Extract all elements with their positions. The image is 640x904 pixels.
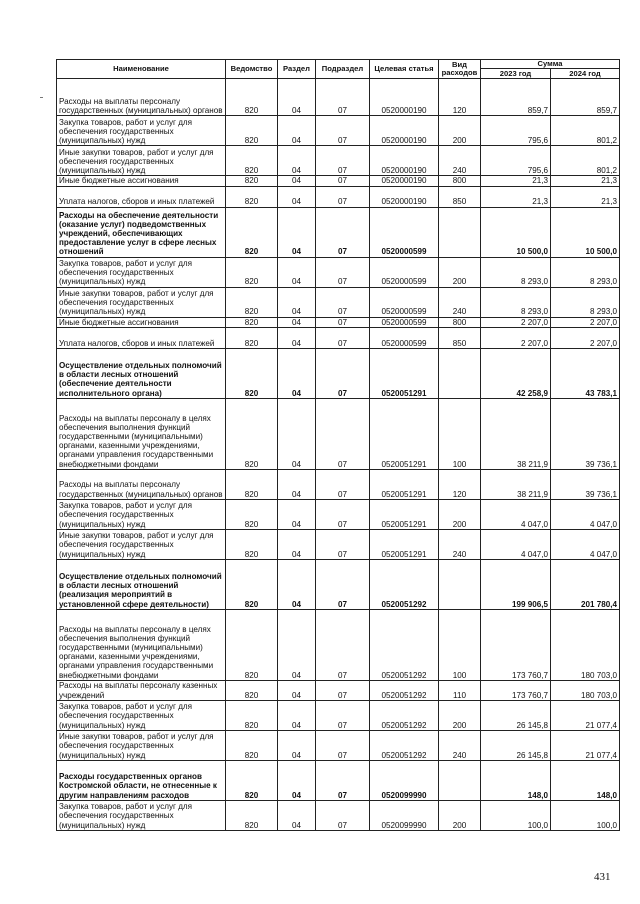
row-vedomstvo: 820 (226, 287, 278, 317)
row-vid: 240 (439, 287, 481, 317)
table-row (57, 469, 620, 499)
row-vid: 200 (439, 800, 481, 830)
row-razdel: 04 (278, 609, 316, 680)
row-vid: 240 (439, 730, 481, 760)
row-sum-2023: 173 760,7 (481, 680, 551, 700)
table-row (57, 116, 620, 146)
margin-mark (40, 97, 43, 98)
row-podrazdel: 07 (316, 680, 370, 700)
row-target: 0520051292 (370, 609, 439, 680)
header-name: Наименование (57, 60, 226, 79)
row-name: Осуществление отдельных полномочий в области лесных отношений (реализация мероприятий в установленной сфере деятельности) (57, 559, 226, 609)
row-name: Иные бюджетные ассигнования (57, 176, 226, 186)
row-podrazdel: 07 (316, 327, 370, 348)
row-vedomstvo: 820 (226, 257, 278, 287)
row-podrazdel: 07 (316, 398, 370, 469)
row-sum-2024: 201 780,4 (551, 559, 620, 609)
row-razdel: 04 (278, 398, 316, 469)
row-sum-2024: 4 047,0 (551, 499, 620, 529)
row-vedomstvo: 820 (226, 800, 278, 830)
table-body (57, 79, 620, 830)
row-vedomstvo: 820 (226, 146, 278, 176)
row-name: Расходы на выплаты персоналу государственных (муниципальных) органов (57, 469, 226, 499)
row-target: 0520000599 (370, 257, 439, 287)
row-razdel: 04 (278, 257, 316, 287)
row-podrazdel: 07 (316, 176, 370, 186)
row-podrazdel: 07 (316, 79, 370, 116)
row-sum-2024: 801,2 (551, 116, 620, 146)
row-sum-2023: 10 500,0 (481, 207, 551, 257)
row-name: Расходы на выплаты персоналу государственных (муниципальных) органов (57, 79, 226, 116)
row-name: Закупка товаров, работ и услуг для обеспечения государственных (муниципальных) нужд (57, 700, 226, 730)
row-sum-2024: 21,3 (551, 186, 620, 207)
row-name: Расходы на обеспечение деятельности (оказание услуг) подведомственных учреждений, обеспечивающих предоставление услуг в сфере лесных отношений (57, 207, 226, 257)
row-vedomstvo: 820 (226, 760, 278, 800)
row-name: Иные закупки товаров, работ и услуг для обеспечения государственных (муниципальных) нужд (57, 146, 226, 176)
header-vid: Вид расходов (439, 60, 481, 79)
row-sum-2024: 21,3 (551, 176, 620, 186)
table-row (57, 730, 620, 760)
row-sum-2023: 859,7 (481, 79, 551, 116)
row-razdel: 04 (278, 680, 316, 700)
row-sum-2024: 180 703,0 (551, 609, 620, 680)
header-vedomstvo: Ведомство (226, 60, 278, 79)
row-vid: 110 (439, 680, 481, 700)
row-podrazdel: 07 (316, 116, 370, 146)
row-sum-2023: 173 760,7 (481, 609, 551, 680)
row-razdel: 04 (278, 559, 316, 609)
row-vedomstvo: 820 (226, 186, 278, 207)
row-sum-2024: 10 500,0 (551, 207, 620, 257)
row-vedomstvo: 820 (226, 116, 278, 146)
row-razdel: 04 (278, 79, 316, 116)
row-vid: 200 (439, 499, 481, 529)
row-sum-2024: 4 047,0 (551, 529, 620, 559)
row-name: Иные закупки товаров, работ и услуг для обеспечения государственных (муниципальных) нужд (57, 529, 226, 559)
row-razdel: 04 (278, 800, 316, 830)
row-target: 0520000599 (370, 287, 439, 317)
row-sum-2023: 795,6 (481, 146, 551, 176)
row-podrazdel: 07 (316, 348, 370, 398)
row-razdel: 04 (278, 327, 316, 348)
row-name: Расходы на выплаты персоналу в целях обеспечения выполнения функций государственными (муниципальными) органами, казенными учреждениями, органами управления государственными внебюджетными фондами (57, 609, 226, 680)
row-target: 0520051291 (370, 469, 439, 499)
row-sum-2023: 8 293,0 (481, 287, 551, 317)
row-podrazdel: 07 (316, 186, 370, 207)
row-vid: 850 (439, 327, 481, 348)
table-row (57, 317, 620, 327)
table-row (57, 327, 620, 348)
row-vid: 850 (439, 186, 481, 207)
table-row (57, 79, 620, 116)
row-sum-2023: 21,3 (481, 176, 551, 186)
row-podrazdel: 07 (316, 760, 370, 800)
row-target: 0520000599 (370, 327, 439, 348)
row-name: Закупка товаров, работ и услуг для обеспечения государственных (муниципальных) нужд (57, 800, 226, 830)
row-name: Закупка товаров, работ и услуг для обеспечения государственных (муниципальных) нужд (57, 257, 226, 287)
row-razdel: 04 (278, 287, 316, 317)
row-sum-2024: 8 293,0 (551, 287, 620, 317)
row-target: 0520051291 (370, 398, 439, 469)
row-vid (439, 559, 481, 609)
row-name: Осуществление отдельных полномочий в области лесных отношений (обеспечение деятельности исполнительного органа) (57, 348, 226, 398)
table-row (57, 800, 620, 830)
row-vid: 120 (439, 79, 481, 116)
row-podrazdel: 07 (316, 609, 370, 680)
row-vedomstvo: 820 (226, 529, 278, 559)
row-razdel: 04 (278, 317, 316, 327)
row-target: 0520051291 (370, 499, 439, 529)
row-vedomstvo: 820 (226, 730, 278, 760)
table-row (57, 287, 620, 317)
table-row (57, 207, 620, 257)
table-row (57, 146, 620, 176)
row-vedomstvo: 820 (226, 499, 278, 529)
row-vedomstvo: 820 (226, 317, 278, 327)
row-sum-2024: 39 736,1 (551, 469, 620, 499)
row-podrazdel: 07 (316, 559, 370, 609)
row-name: Уплата налогов, сборов и иных платежей (57, 327, 226, 348)
row-sum-2023: 26 145,8 (481, 730, 551, 760)
row-target: 0520000599 (370, 207, 439, 257)
row-sum-2023: 100,0 (481, 800, 551, 830)
row-razdel: 04 (278, 146, 316, 176)
row-name: Иные закупки товаров, работ и услуг для обеспечения государственных (муниципальных) нужд (57, 287, 226, 317)
row-podrazdel: 07 (316, 287, 370, 317)
row-razdel: 04 (278, 207, 316, 257)
row-sum-2023: 4 047,0 (481, 529, 551, 559)
row-podrazdel: 07 (316, 207, 370, 257)
page-number: 431 (594, 871, 611, 883)
table-row (57, 348, 620, 398)
row-sum-2024: 180 703,0 (551, 680, 620, 700)
row-target: 0520099990 (370, 760, 439, 800)
header-razdel: Раздел (278, 60, 316, 79)
row-vedomstvo: 820 (226, 79, 278, 116)
table-row (57, 700, 620, 730)
row-razdel: 04 (278, 529, 316, 559)
table-row (57, 559, 620, 609)
table-row (57, 398, 620, 469)
row-vid (439, 207, 481, 257)
row-razdel: 04 (278, 348, 316, 398)
row-vid: 200 (439, 700, 481, 730)
row-podrazdel: 07 (316, 499, 370, 529)
row-vedomstvo: 820 (226, 398, 278, 469)
row-sum-2024: 39 736,1 (551, 398, 620, 469)
row-target: 0520051292 (370, 680, 439, 700)
row-name: Расходы на выплаты персоналу казенных учреждений (57, 680, 226, 700)
row-vedomstvo: 820 (226, 559, 278, 609)
row-vedomstvo: 820 (226, 327, 278, 348)
header-podrazdel: Подраздел (316, 60, 370, 79)
row-name: Иные бюджетные ассигнования (57, 317, 226, 327)
row-name: Закупка товаров, работ и услуг для обеспечения государственных (муниципальных) нужд (57, 116, 226, 146)
table-row (57, 176, 620, 186)
row-name: Уплата налогов, сборов и иных платежей (57, 186, 226, 207)
row-razdel: 04 (278, 116, 316, 146)
row-razdel: 04 (278, 730, 316, 760)
row-sum-2023: 38 211,9 (481, 398, 551, 469)
row-sum-2024: 43 783,1 (551, 348, 620, 398)
row-vid: 200 (439, 257, 481, 287)
row-sum-2023: 8 293,0 (481, 257, 551, 287)
row-target: 0520000190 (370, 186, 439, 207)
row-vedomstvo: 820 (226, 700, 278, 730)
row-podrazdel: 07 (316, 317, 370, 327)
row-podrazdel: 07 (316, 529, 370, 559)
table-row (57, 499, 620, 529)
header-2024: 2024 год (551, 69, 620, 79)
row-vedomstvo: 820 (226, 680, 278, 700)
row-target: 0520000190 (370, 146, 439, 176)
row-razdel: 04 (278, 186, 316, 207)
table-row (57, 529, 620, 559)
row-sum-2023: 2 207,0 (481, 327, 551, 348)
row-sum-2023: 795,6 (481, 116, 551, 146)
row-vedomstvo: 820 (226, 469, 278, 499)
row-sum-2024: 859,7 (551, 79, 620, 116)
row-sum-2024: 21 077,4 (551, 700, 620, 730)
table-row (57, 257, 620, 287)
header-target: Целевая статья (370, 60, 439, 79)
row-podrazdel: 07 (316, 257, 370, 287)
row-podrazdel: 07 (316, 800, 370, 830)
row-target: 0520051292 (370, 559, 439, 609)
row-sum-2023: 26 145,8 (481, 700, 551, 730)
row-vid (439, 760, 481, 800)
row-sum-2023: 4 047,0 (481, 499, 551, 529)
row-target: 0520051291 (370, 529, 439, 559)
table-row (57, 760, 620, 800)
row-target: 0520051291 (370, 348, 439, 398)
table-row (57, 186, 620, 207)
row-vedomstvo: 820 (226, 348, 278, 398)
row-vid: 800 (439, 317, 481, 327)
row-vid: 100 (439, 398, 481, 469)
row-sum-2023: 199 906,5 (481, 559, 551, 609)
row-target: 0520099990 (370, 800, 439, 830)
row-razdel: 04 (278, 176, 316, 186)
row-sum-2024: 2 207,0 (551, 327, 620, 348)
row-vedomstvo: 820 (226, 207, 278, 257)
table-row (57, 680, 620, 700)
row-razdel: 04 (278, 760, 316, 800)
header-summa: Сумма (481, 60, 620, 69)
row-sum-2023: 21,3 (481, 186, 551, 207)
row-name: Иные закупки товаров, работ и услуг для обеспечения государственных (муниципальных) нужд (57, 730, 226, 760)
row-name: Расходы государственных органов Костромской области, не отнесенные к другим направлениям расходов (57, 760, 226, 800)
row-razdel: 04 (278, 469, 316, 499)
row-razdel: 04 (278, 700, 316, 730)
row-sum-2023: 42 258,9 (481, 348, 551, 398)
header-2023: 2023 год (481, 69, 551, 79)
row-sum-2023: 38 211,9 (481, 469, 551, 499)
row-target: 0520000190 (370, 79, 439, 116)
row-sum-2023: 2 207,0 (481, 317, 551, 327)
row-vedomstvo: 820 (226, 176, 278, 186)
row-podrazdel: 07 (316, 730, 370, 760)
row-vid: 240 (439, 146, 481, 176)
row-sum-2023: 148,0 (481, 760, 551, 800)
row-sum-2024: 148,0 (551, 760, 620, 800)
row-target: 0520000190 (370, 176, 439, 186)
row-sum-2024: 100,0 (551, 800, 620, 830)
row-vid: 240 (439, 529, 481, 559)
row-razdel: 04 (278, 499, 316, 529)
row-target: 0520051292 (370, 700, 439, 730)
row-vid (439, 348, 481, 398)
row-target: 0520000190 (370, 116, 439, 146)
row-vid: 120 (439, 469, 481, 499)
row-vid: 800 (439, 176, 481, 186)
table-row (57, 609, 620, 680)
row-sum-2024: 801,2 (551, 146, 620, 176)
row-sum-2024: 8 293,0 (551, 257, 620, 287)
row-podrazdel: 07 (316, 700, 370, 730)
row-sum-2024: 2 207,0 (551, 317, 620, 327)
row-target: 0520051292 (370, 730, 439, 760)
row-name: Закупка товаров, работ и услуг для обеспечения государственных (муниципальных) нужд (57, 499, 226, 529)
row-podrazdel: 07 (316, 146, 370, 176)
row-target: 0520000599 (370, 317, 439, 327)
row-vedomstvo: 820 (226, 609, 278, 680)
row-vid: 100 (439, 609, 481, 680)
row-podrazdel: 07 (316, 469, 370, 499)
budget-table (56, 59, 620, 831)
row-sum-2024: 21 077,4 (551, 730, 620, 760)
row-vid: 200 (439, 116, 481, 146)
row-name: Расходы на выплаты персоналу в целях обеспечения выполнения функций государственными (муниципальными) органами, казенными учреждениями, органами управления государственными внебюджетными фондами (57, 398, 226, 469)
